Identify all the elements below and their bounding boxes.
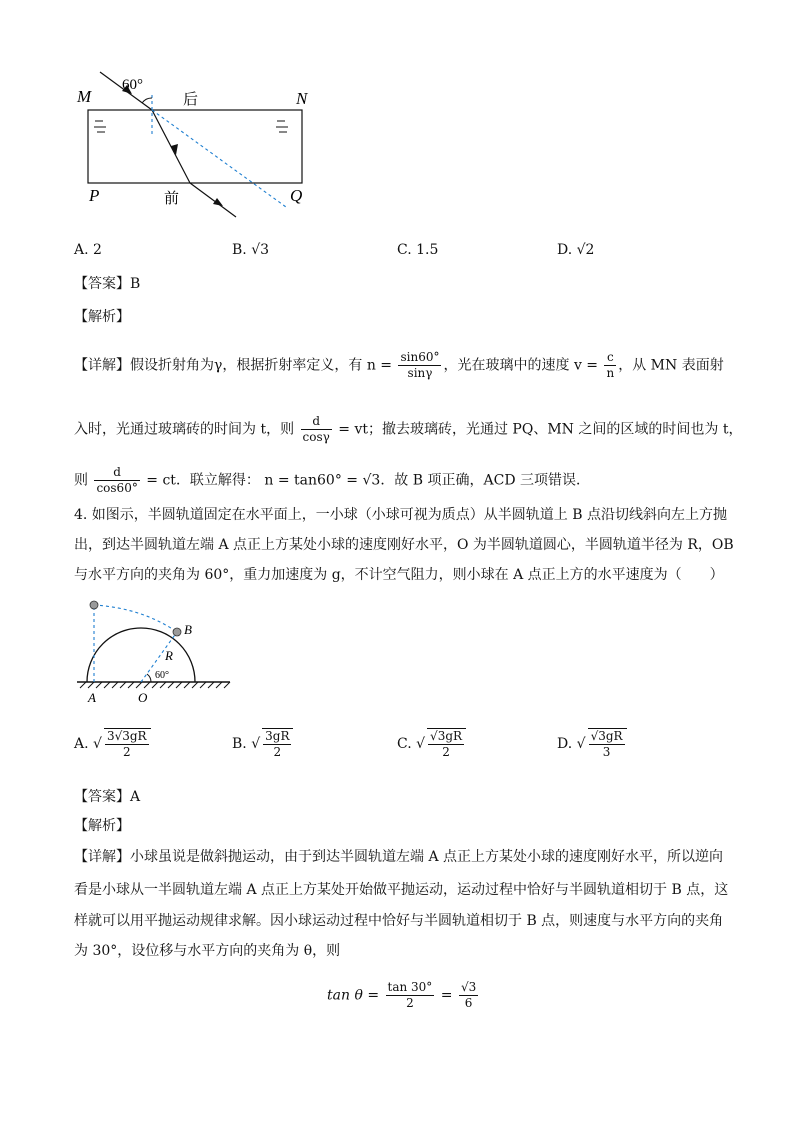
label-m: M (77, 87, 92, 106)
emergent-ray (190, 183, 236, 217)
q4-option-c[interactable]: C. √ $\frac{√3gR}{2}$ (397, 728, 468, 760)
ground-hatching (80, 682, 230, 688)
q4-analysis-tag: 【解析】 (74, 818, 130, 834)
q4-stem-line2: 出，到达半圆轨道左端 A 点正上方某处小球的速度刚好水平，O 为半圆轨道圆心，半圆轨道半径为 R，OB (74, 537, 734, 553)
label-60: 60° (155, 670, 169, 681)
q3-option-a[interactable]: A. 2 (74, 242, 102, 258)
label-b: B (184, 622, 192, 637)
semicircle-track (87, 628, 195, 682)
label-n: N (296, 89, 308, 108)
emergent-arrow-icon (213, 198, 223, 206)
label-front: 前 (164, 189, 180, 207)
ball-top (90, 601, 98, 609)
label-back: 后 (183, 90, 199, 108)
q4-answer: 【答案】A (74, 789, 141, 805)
q4-detail-line3: 样就可以用平抛运动规律求解。因小球运动过程中恰好与半圆轨道相切于 B 点，则速度与水平方向的夹角 (74, 913, 724, 929)
refraction-fraction: $\frac{\sin 60^\circ}{\sin\gamma}$ (400, 350, 440, 380)
q4-detail-line4: 为 30°，设位移与水平方向的夹角为 θ，则 (74, 943, 341, 959)
q3-detail-line1: 【详解】假设折射角为γ，根据折射率定义，有 n = $\frac{\sin 60^\circ}{\sin\gamma}$ ，光在玻璃中的速度 v = $\frac{c}{n}$ ，从 MN 表面射 (74, 350, 724, 380)
vacuum-time-fraction: $\frac{d}{\cos 60^\circ}$ (96, 465, 138, 495)
q3-option-c[interactable]: C. 1.5 (397, 242, 439, 258)
q3-detail-line2: 入时，光通过玻璃砖的时间为 t，则 $\frac{d}{\cos\gamma}$ = vt；撤去玻璃砖，光通过 PQ、MN 之间的区域的时间也为 t， (74, 414, 743, 444)
q3-answer: 【答案】B (74, 276, 141, 292)
semicircle-track-figure (72, 596, 237, 708)
result-fraction: $\frac{√3}{6}$ (460, 980, 477, 1010)
label-p: P (89, 186, 100, 205)
tan-fraction: $\frac{\tan 30^\circ}{2}$ (387, 980, 433, 1010)
refracted-ray (152, 110, 190, 183)
q4-detail-line2: 看是小球从一半圆轨道左端 A 点正上方某处开始做平抛运动，运动过程中恰好与半圆轨道相切于 B 点，这 (74, 882, 729, 898)
ball-b (173, 628, 181, 636)
q3-analysis-tag: 【解析】 (74, 309, 130, 325)
q3-option-b[interactable]: B. √3 (232, 242, 270, 258)
interface-symbol-left (94, 121, 106, 132)
q4-stem-line3: 与水平方向的夹角为 60°，重力加速度为 g，不计空气阻力，则小球在 A 点正上方的水平速度为（ ） (74, 567, 724, 583)
sqrt-icon: √ (576, 736, 586, 752)
sqrt-icon: √ (251, 736, 261, 752)
label-q: Q (290, 186, 303, 205)
q4-option-a[interactable]: A. √ $\frac{3√3gR}{2}$ (74, 728, 153, 760)
label-a: A (88, 690, 96, 705)
glass-block-figure (70, 65, 320, 225)
q3-detail-line3: 则 $\frac{d}{\cos 60^\circ}$ = ct．联立解得： n = tan60° = √3．故 B 项正确，ACD 三项错误． (74, 465, 590, 495)
interface-symbol-right (276, 121, 288, 132)
q4-equation: tan θ = $\frac{\tan 30^\circ}{2}$ = $\frac{√3}{6}$ (327, 980, 477, 1010)
label-r: R (165, 648, 173, 663)
q3-option-d[interactable]: D. √2 (557, 242, 595, 258)
q4-option-d[interactable]: D. √ $\frac{√3gR}{3}$ (557, 728, 629, 760)
glass-block (88, 110, 302, 183)
sqrt-icon: √ (93, 736, 102, 752)
angle-arc (142, 98, 152, 103)
angle-arc-60 (147, 674, 151, 682)
time-fraction: $\frac{d}{\cos\gamma}$ (302, 414, 330, 444)
q4-option-b[interactable]: B. √ $\frac{3gR}{2}$ (232, 728, 295, 760)
label-o: O (138, 690, 148, 705)
sqrt-icon: √ (416, 736, 426, 752)
angle-label: 60° (122, 77, 143, 93)
speed-fraction: $\frac{c}{n}$ (606, 350, 615, 380)
q4-stem-line1: 4. 如图示，半圆轨道固定在水平面上，一小球（小球可视为质点）从半圆轨道上 B 点沿切线斜向左上方抛 (74, 507, 727, 523)
q4-detail-line1: 【详解】小球虽说是做斜抛运动，由于到达半圆轨道左端 A 点正上方某处小球的速度刚好水平，所以逆向 (74, 849, 724, 865)
